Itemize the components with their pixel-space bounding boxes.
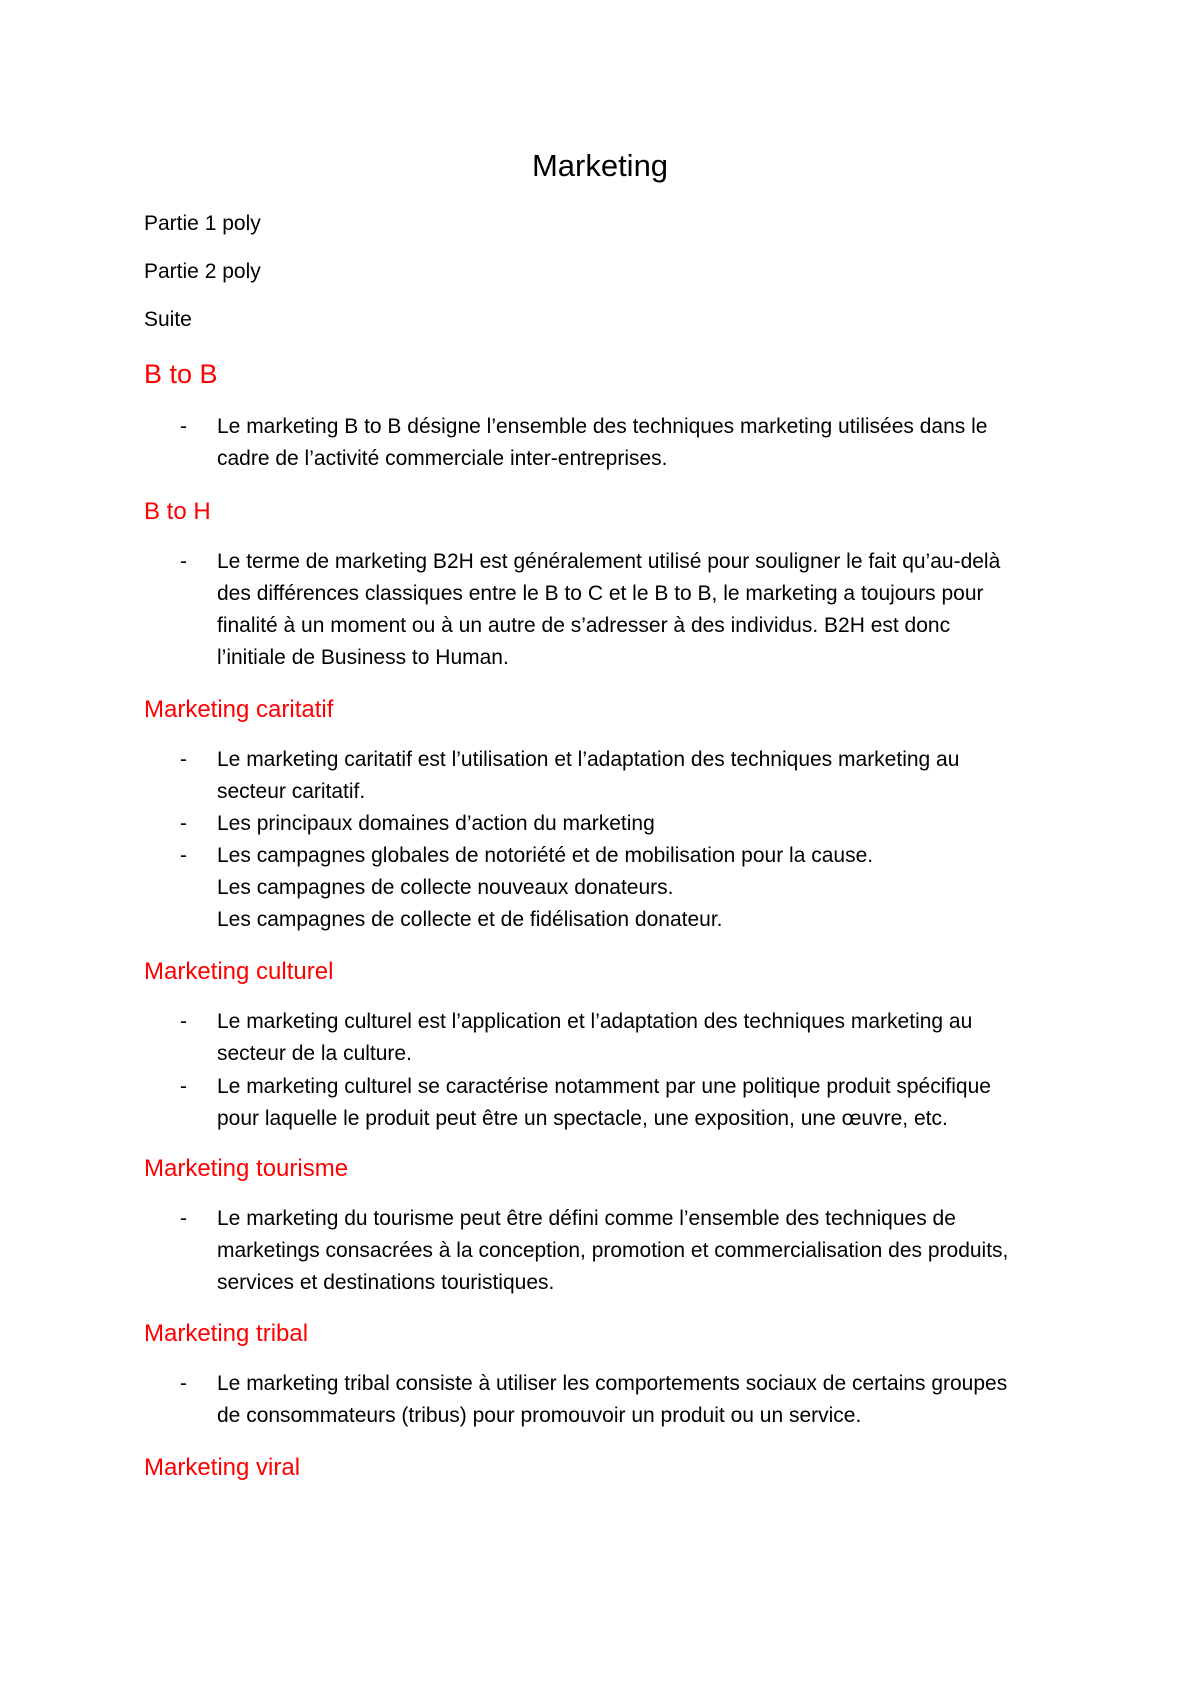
section-heading: Marketing culturel <box>144 958 334 985</box>
item-line: de consommateurs (tribus) pour promouvoir un produit ou un service. <box>217 1404 862 1427</box>
dash-bullet: - <box>180 1207 187 1230</box>
list-item <box>180 808 1080 840</box>
dash-bullet: - <box>180 812 187 835</box>
section-heading: B to H <box>144 498 211 525</box>
dash-bullet: - <box>180 550 187 573</box>
dash-bullet: - <box>180 1075 187 1098</box>
item-line: des différences classiques entre le B to C et le B to B, le marketing a toujours pour <box>217 582 984 605</box>
item-line: secteur caritatif. <box>217 780 366 803</box>
section-heading: B to B <box>144 359 218 389</box>
item-line: Le marketing du tourisme peut être défini comme l’ensemble des techniques de <box>217 1207 956 1230</box>
item-line: Le marketing caritatif est l’utilisation et l’adaptation des techniques marketing au <box>217 748 960 771</box>
item-line: Le marketing culturel est l’application et l’adaptation des techniques marketing au <box>217 1010 973 1033</box>
item-line: l’initiale de Business to Human. <box>217 646 509 669</box>
item-line: Les campagnes de collecte et de fidélisation donateur. <box>217 908 723 931</box>
item-line: Le marketing B to B désigne l’ensemble des techniques marketing utilisées dans le <box>217 415 988 438</box>
list-item <box>180 1071 1080 1135</box>
list-item <box>180 411 1080 475</box>
item-line: Les principaux domaines d’action du marketing <box>217 812 655 835</box>
page-title: Marketing <box>531 148 669 183</box>
list-item <box>180 546 1080 674</box>
item-line: Le marketing tribal consiste à utiliser les comportements sociaux de certains groupes <box>217 1372 1008 1395</box>
intro-line: Partie 2 poly <box>144 260 261 283</box>
item-line: cadre de l’activité commerciale inter-entreprises. <box>217 447 668 470</box>
intro-line: Suite <box>144 308 192 331</box>
dash-bullet: - <box>180 1010 187 1033</box>
item-line: Les campagnes globales de notoriété et de mobilisation pour la cause. <box>217 844 874 867</box>
dash-bullet: - <box>180 415 187 438</box>
list-item <box>180 1203 1080 1299</box>
dash-bullet: - <box>180 844 187 867</box>
item-line: finalité à un moment ou à un autre de s’adresser à des individus. B2H est donc <box>217 614 951 637</box>
list-item <box>180 744 1080 808</box>
item-line: secteur de la culture. <box>217 1042 412 1065</box>
item-line: marketings consacrées à la conception, promotion et commercialisation des produits, <box>217 1239 1009 1262</box>
item-line: pour laquelle le produit peut être un spectacle, une exposition, une œuvre, etc. <box>217 1107 948 1130</box>
section-heading: Marketing viral <box>144 1454 301 1481</box>
item-line: Les campagnes de collecte nouveaux donateurs. <box>217 876 674 899</box>
list-item <box>180 840 1080 936</box>
item-line: services et destinations touristiques. <box>217 1271 555 1294</box>
section-heading: Marketing caritatif <box>144 696 334 723</box>
section-heading: Marketing tourisme <box>144 1155 349 1182</box>
section-heading: Marketing tribal <box>144 1320 309 1347</box>
list-item <box>180 1368 1080 1432</box>
intro-line: Partie 1 poly <box>144 212 261 235</box>
item-line: Le marketing culturel se caractérise notamment par une politique produit spécifique <box>217 1075 991 1098</box>
dash-bullet: - <box>180 748 187 771</box>
dash-bullet: - <box>180 1372 187 1395</box>
item-line: Le terme de marketing B2H est généralement utilisé pour souligner le fait qu’au-delà <box>217 550 1001 573</box>
list-item <box>180 1006 1080 1070</box>
